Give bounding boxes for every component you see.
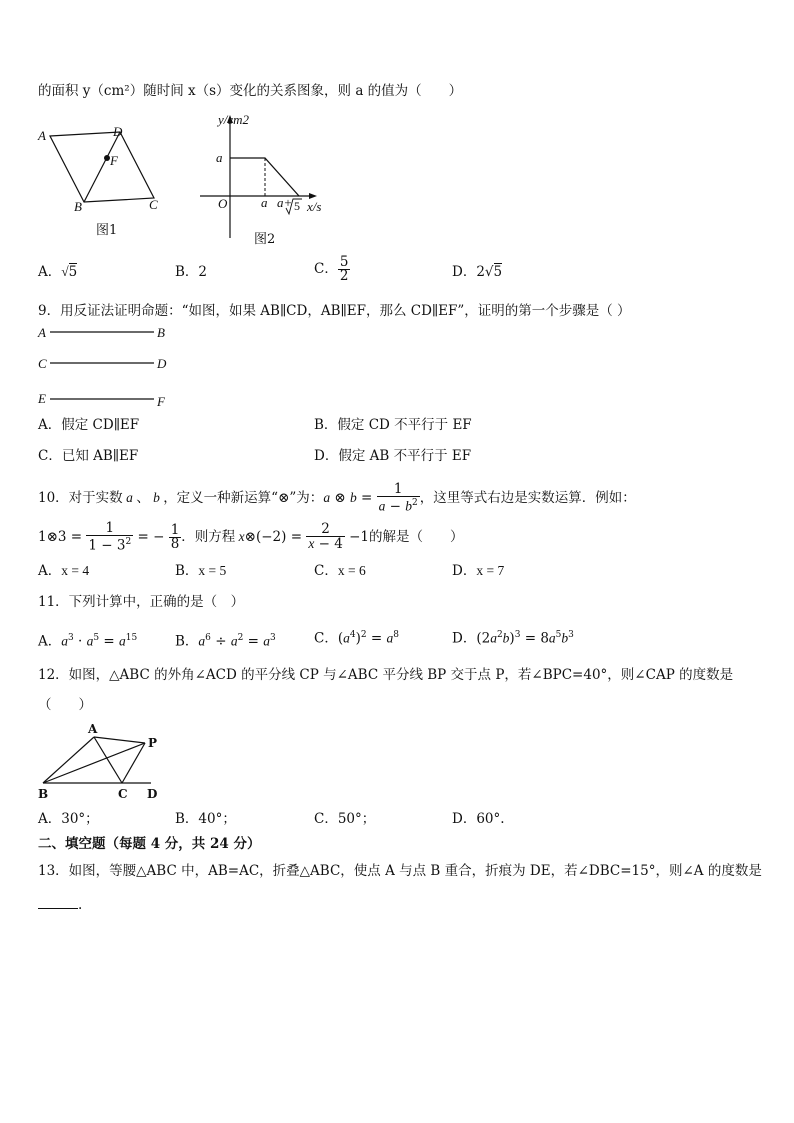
q9-stem: 9．用反证法证明命题：“如图，如果 AB∥CD，AB∥EF，那么 CD∥EF”，证明的第一个步骤是（ ） <box>38 303 631 319</box>
q10-option-d: D．x = 7 <box>452 563 505 579</box>
fig2-ylabel: y/cm2 <box>218 112 250 127</box>
q8-option-d: D．2√5 <box>452 264 503 280</box>
q11-option-c: C．$(a^4)^2 = a^8$ <box>314 630 400 647</box>
q10-option-c: C．x = 6 <box>314 563 366 579</box>
q9-label-B: B <box>157 325 165 340</box>
q12-label-C: C <box>118 787 128 801</box>
fig1-label-F: F <box>110 153 118 168</box>
q8-option-a: A．√5 <box>38 264 78 280</box>
q11-option-b: B．$a^6 \div a^2 = a^3$ <box>175 633 276 650</box>
fig1-label-C: C <box>149 197 158 212</box>
fig1-caption: 图1 <box>96 223 118 238</box>
q11-option-a: A．$a^3 \cdot a^5 = a^{15}$ <box>38 633 138 650</box>
fig1-label-A: A <box>38 128 46 143</box>
q8-option-b: B．2 <box>175 264 208 280</box>
q10-stem-line1: 10．对于实数 a 、 b ，定义一种新运算“⊗”为：a ⊗ b = $\frac{1}{a - b^2}$ ，这里等式右边是实数运算．例如： <box>38 481 636 515</box>
fig2-xlabel: x/s <box>307 199 322 214</box>
fig2-a-plus: a+ <box>277 195 293 210</box>
q8-option-c: C． $\frac{5}{2}$ <box>314 254 349 284</box>
q12-option-a: A．30°； <box>38 811 99 827</box>
q12-option-b: B．40°； <box>175 811 236 827</box>
q11-option-d: D．$(2a^2b)^3 = 8a^5b^3$ <box>452 630 574 647</box>
q8-stem: 的面积 y（cm²）随时间 x（s）变化的关系图象，则 a 的值为（ ） <box>38 83 463 99</box>
q9-option-c: C．已知 AB∥EF <box>38 448 139 464</box>
q9-label-C: C <box>38 356 47 371</box>
fig2-origin: O <box>218 196 228 211</box>
q11-stem: 11．下列计算中，正确的是（ ） <box>38 594 245 610</box>
q12-stem: 12．如图，△ABC 的外角∠ACD 的平分线 CP 与∠ABC 平分线 BP 交于点 P，若∠BPC=40°，则∠CAP 的度数是 <box>38 667 734 683</box>
q12-option-d: D．60°. <box>452 811 505 827</box>
q9-option-b: B．假定 CD 不平行于 EF <box>314 417 472 433</box>
fig1-label-B: B <box>74 199 82 214</box>
fig1-label-D: D <box>113 124 123 139</box>
q9-label-E: E <box>38 391 46 406</box>
q9-figure <box>50 325 160 405</box>
fig2-a-x: a <box>261 195 268 210</box>
fig2-sqrt5: 5 <box>294 199 300 213</box>
q12-label-D: D <box>147 787 158 801</box>
q8-figure-2 <box>198 112 328 244</box>
q9-label-A: A <box>38 325 46 340</box>
q12-label-P: P <box>148 736 158 750</box>
q12-option-c: C．50°； <box>314 811 376 827</box>
q10-option-b: B．x = 5 <box>175 563 227 579</box>
q10-option-a: A．x = 4 <box>38 563 90 579</box>
q13-stem: 13．如图，等腰△ABC 中，AB=AC，折叠△ABC，使点 A 与点 B 重合，折痕为 DE，若∠DBC=15°，则∠A 的度数是 <box>38 863 762 879</box>
fig2-a-y: a <box>216 150 223 165</box>
q9-label-D: D <box>157 356 167 371</box>
q9-option-d: D．假定 AB 不平行于 EF <box>314 448 472 464</box>
section-heading: 二、填空题（每题 4 分，共 24 分） <box>38 836 261 852</box>
q9-label-F: F <box>157 394 165 409</box>
q13-blank: . <box>38 896 82 914</box>
q12-figure <box>38 728 158 788</box>
q12-label-B: B <box>38 787 49 801</box>
fig2-caption: 图2 <box>254 232 276 247</box>
q9-option-a: A．假定 CD∥EF <box>38 417 140 433</box>
q10-stem-line2: 1⊗3 = $\frac{1}{1 - 3^2}$ = − $\frac{1}{8}$ ．则方程 x⊗(−2) = $\frac{2}{x - 4}$ −1的解是（ ） <box>38 520 464 554</box>
q12-stem-2: （ ） <box>38 697 92 713</box>
q12-label-A: A <box>88 722 98 736</box>
